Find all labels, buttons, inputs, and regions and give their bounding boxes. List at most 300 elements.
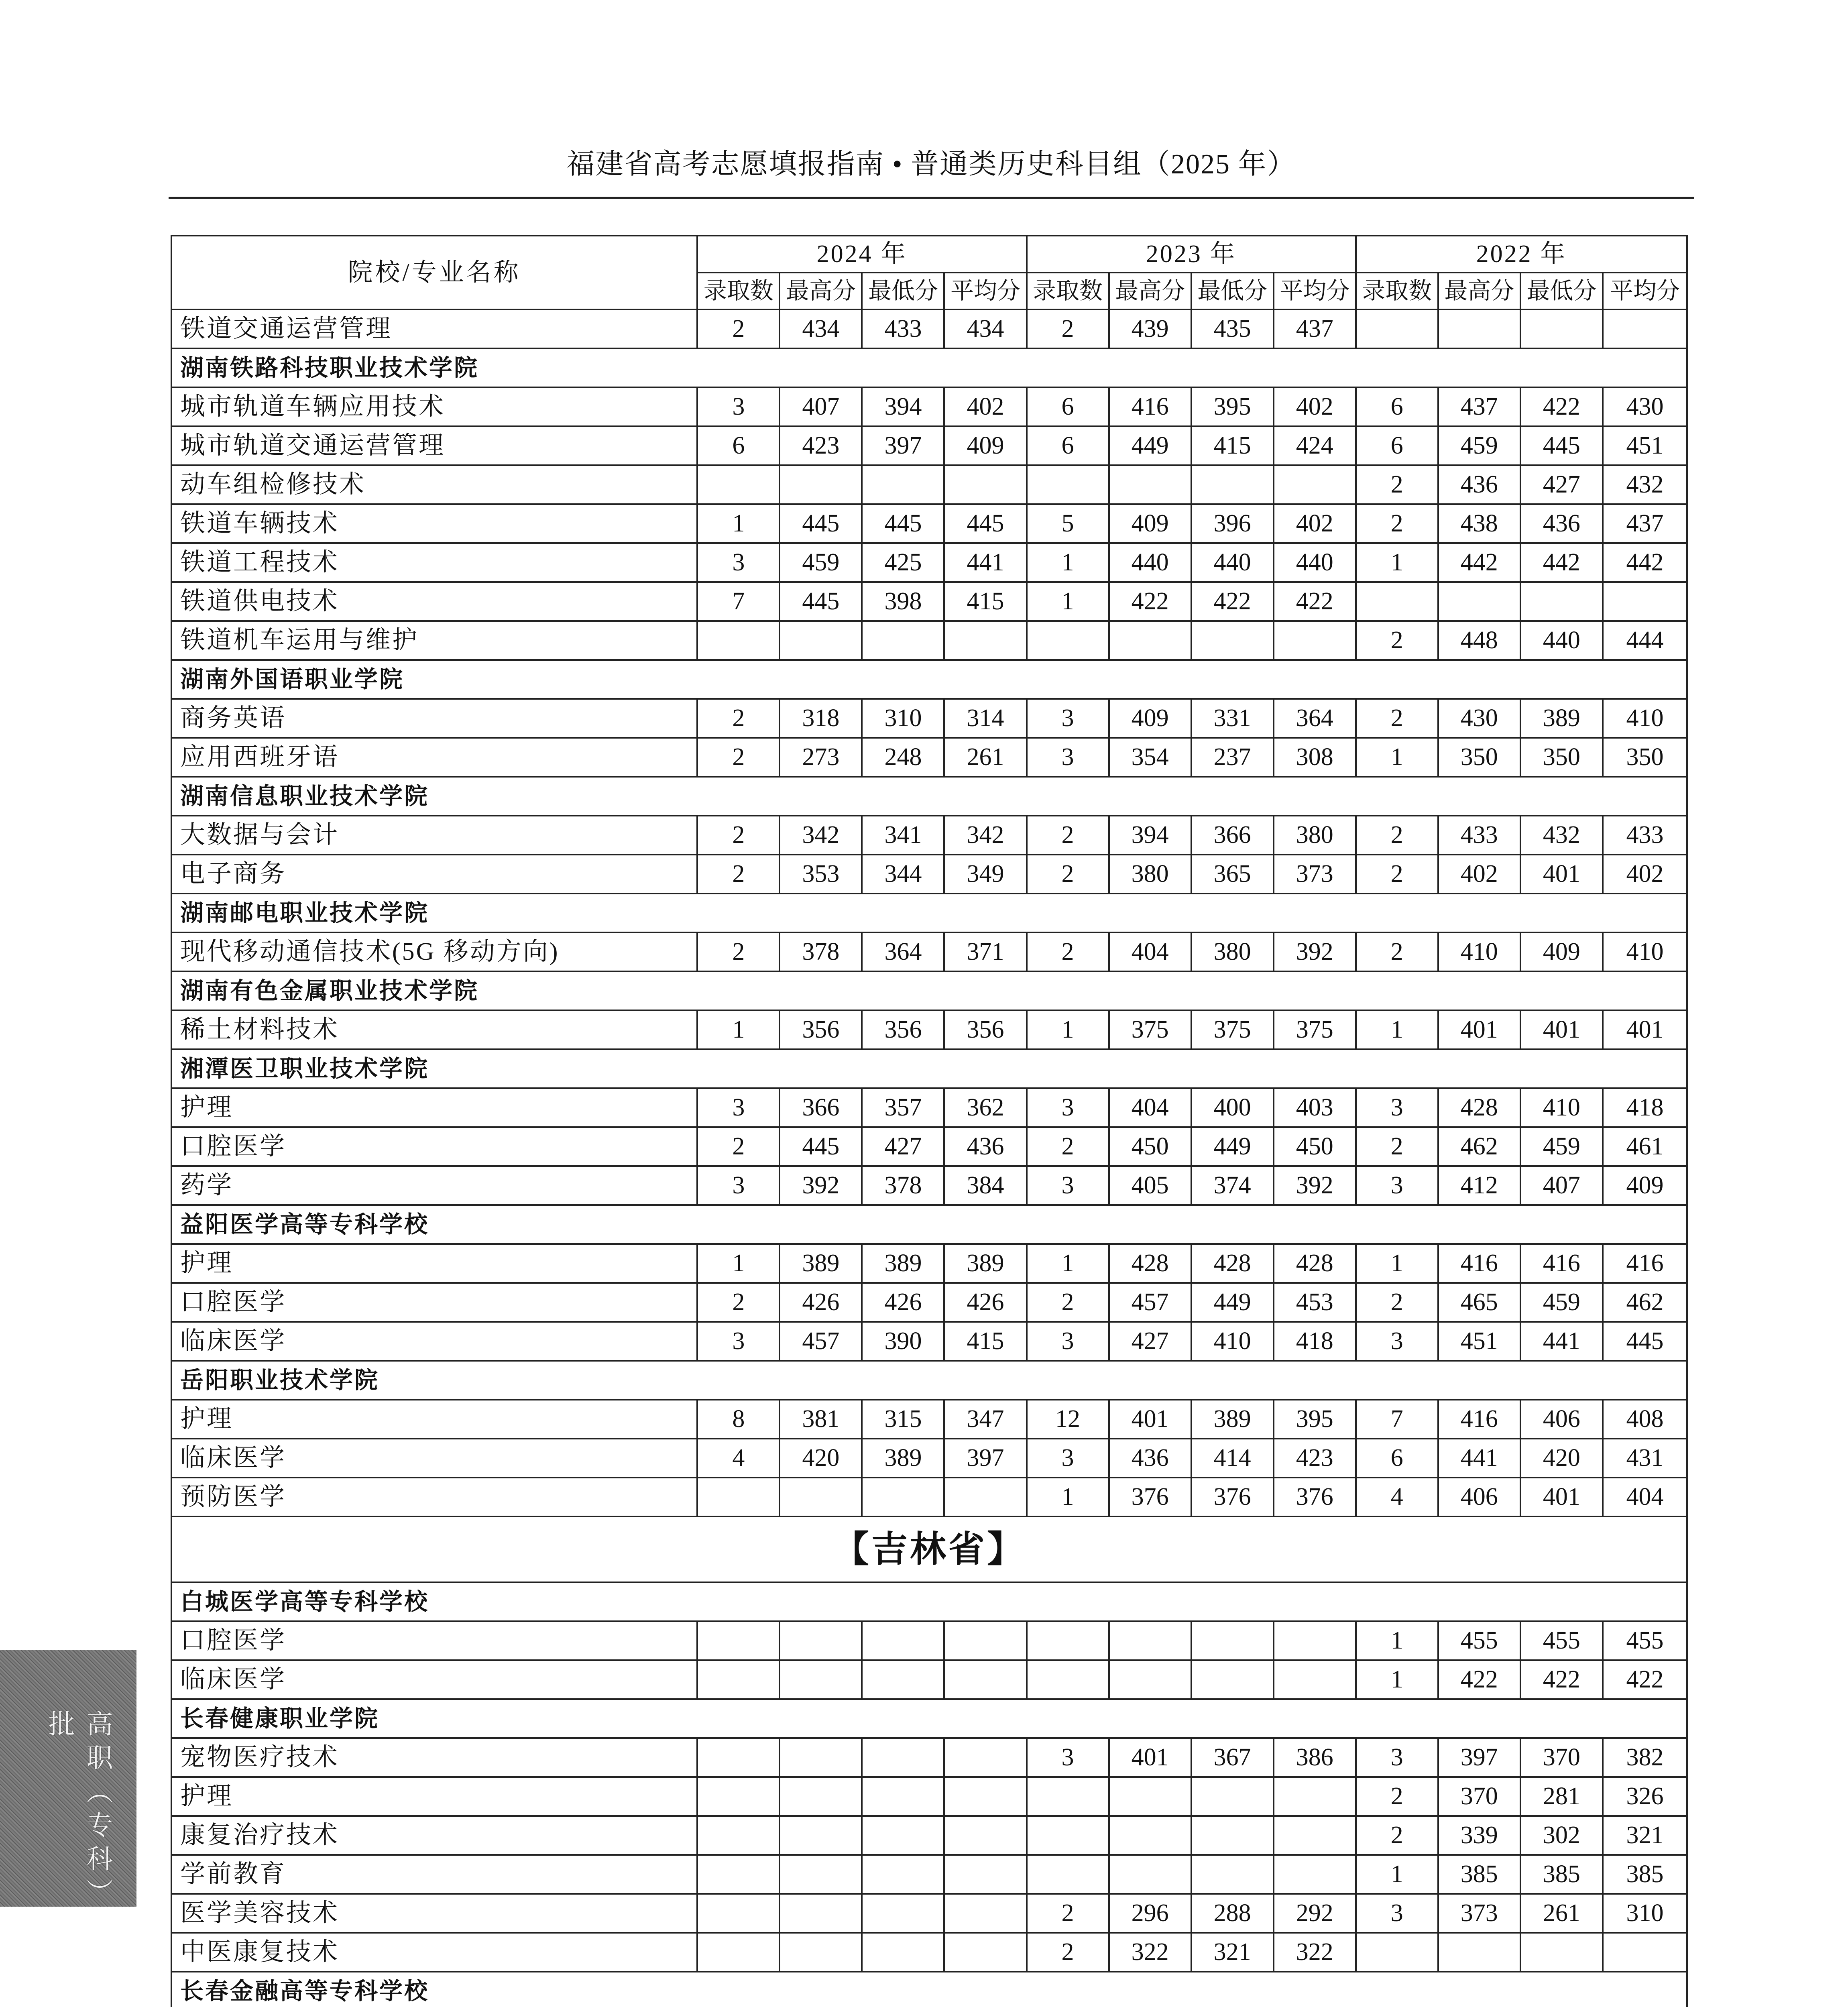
score-cell [1438, 1933, 1520, 1972]
score-cell [862, 621, 944, 660]
school-name: 长春健康职业学院 [171, 1699, 1687, 1738]
score-cell [697, 1478, 779, 1516]
score-cell: 350 [1438, 738, 1520, 777]
score-cell: 415 [1191, 426, 1274, 465]
major-name: 铁道机车运用与维护 [171, 621, 697, 660]
score-cell: 437 [1603, 504, 1687, 543]
score-cell [1027, 1816, 1109, 1855]
score-cell [779, 465, 862, 504]
score-cell: 404 [1603, 1478, 1687, 1516]
score-cell: 376 [1191, 1478, 1274, 1516]
score-cell: 449 [1109, 426, 1191, 465]
score-cell: 409 [1603, 1166, 1687, 1205]
score-cell: 3 [1356, 1894, 1438, 1933]
score-cell: 437 [1274, 309, 1356, 348]
score-cell: 441 [1520, 1322, 1603, 1361]
score-cell: 409 [1109, 699, 1191, 738]
score-cell [779, 1738, 862, 1777]
score-cell: 3 [1027, 1166, 1109, 1205]
score-cell: 409 [1109, 504, 1191, 543]
score-cell: 427 [1520, 465, 1603, 504]
score-cell: 396 [1191, 504, 1274, 543]
school-name: 湖南邮电职业技术学院 [171, 894, 1687, 932]
score-cell: 356 [944, 1010, 1026, 1049]
score-cell [1274, 1855, 1356, 1894]
major-name: 护理 [171, 1244, 697, 1283]
score-cell: 1 [1356, 1621, 1438, 1660]
score-cell: 455 [1603, 1621, 1687, 1660]
table-body [171, 309, 1687, 2007]
score-cell [862, 1777, 944, 1816]
score-cell: 407 [1520, 1166, 1603, 1205]
score-cell: 406 [1520, 1400, 1603, 1439]
score-cell: 354 [1109, 738, 1191, 777]
score-cell: 434 [779, 309, 862, 348]
major-row [171, 543, 1687, 582]
major-name: 现代移动通信技术(5G 移动方向) [171, 932, 697, 971]
year-header-row [171, 236, 1687, 273]
score-cell: 2 [1027, 309, 1109, 348]
score-cell: 1 [1027, 543, 1109, 582]
score-cell: 404 [1109, 932, 1191, 971]
major-row [171, 855, 1687, 894]
score-cell: 389 [1520, 699, 1603, 738]
major-row [171, 1660, 1687, 1699]
score-cell [944, 1855, 1026, 1894]
score-cell: 339 [1438, 1816, 1520, 1855]
score-cell: 459 [1438, 426, 1520, 465]
major-name: 稀土材料技术 [171, 1010, 697, 1049]
score-cell: 398 [862, 582, 944, 621]
school-row [171, 777, 1687, 816]
major-row [171, 621, 1687, 660]
score-cell: 428 [1109, 1244, 1191, 1283]
score-cell: 459 [1520, 1127, 1603, 1166]
major-name: 医学美容技术 [171, 1894, 697, 1933]
score-cell: 2 [1356, 1127, 1438, 1166]
score-cell: 436 [1520, 504, 1603, 543]
score-cell: 409 [1520, 932, 1603, 971]
score-cell [1274, 1816, 1356, 1855]
score-cell [862, 1816, 944, 1855]
score-cell: 397 [944, 1439, 1026, 1478]
score-cell [944, 1621, 1026, 1660]
major-row [171, 1283, 1687, 1322]
score-cell: 459 [779, 543, 862, 582]
score-cell: 380 [1109, 855, 1191, 894]
score-cell: 402 [1603, 855, 1687, 894]
score-cell [779, 1777, 862, 1816]
score-cell [697, 465, 779, 504]
score-cell [1603, 1933, 1687, 1972]
score-cell: 357 [862, 1088, 944, 1127]
major-name: 铁道工程技术 [171, 543, 697, 582]
score-cell: 400 [1191, 1088, 1274, 1127]
score-cell [1274, 1660, 1356, 1699]
score-cell [944, 465, 1026, 504]
score-cell: 2 [697, 738, 779, 777]
score-cell: 6 [1027, 426, 1109, 465]
score-cell: 451 [1603, 426, 1687, 465]
score-cell: 2 [1027, 1933, 1109, 1972]
score-cell: 310 [1603, 1894, 1687, 1933]
score-cell: 409 [944, 426, 1026, 465]
score-cell: 3 [1027, 1439, 1109, 1478]
score-cell [862, 1894, 944, 1933]
score-cell: 342 [944, 816, 1026, 855]
score-cell [697, 1660, 779, 1699]
sub-header-cell: 平均分 [1274, 273, 1356, 309]
score-cell: 326 [1603, 1777, 1687, 1816]
score-cell: 3 [1027, 738, 1109, 777]
school-row [171, 1361, 1687, 1400]
score-cell: 389 [862, 1244, 944, 1283]
page-header: 福建省高考志愿填报指南 • 普通类历史科目组（2025 年） [566, 149, 1296, 180]
score-cell: 402 [1274, 387, 1356, 426]
score-cell: 401 [1520, 1010, 1603, 1049]
major-name: 应用西班牙语 [171, 738, 697, 777]
score-cell: 2 [1027, 1894, 1109, 1933]
score-cell: 445 [1520, 426, 1603, 465]
score-cell [779, 1933, 862, 1972]
score-cell: 389 [1191, 1400, 1274, 1439]
score-cell: 412 [1438, 1166, 1520, 1205]
major-row [171, 309, 1687, 348]
school-row [171, 1582, 1687, 1621]
score-cell: 373 [1274, 855, 1356, 894]
score-cell [862, 1933, 944, 1972]
score-cell: 451 [1438, 1322, 1520, 1361]
major-name: 临床医学 [171, 1322, 697, 1361]
major-row [171, 1855, 1687, 1894]
score-cell: 440 [1274, 543, 1356, 582]
score-cell: 350 [1520, 738, 1603, 777]
score-cell [1191, 1621, 1274, 1660]
score-cell: 2 [1027, 855, 1109, 894]
score-cell: 376 [1274, 1478, 1356, 1516]
score-cell [1356, 309, 1438, 348]
score-cell: 1 [1356, 738, 1438, 777]
major-row [171, 1400, 1687, 1439]
major-row [171, 1010, 1687, 1049]
score-cell: 375 [1191, 1010, 1274, 1049]
score-cell [1109, 1777, 1191, 1816]
major-row [171, 582, 1687, 621]
score-cell: 322 [1274, 1933, 1356, 1972]
score-cell [1520, 582, 1603, 621]
major-name: 动车组检修技术 [171, 465, 697, 504]
major-row [171, 1738, 1687, 1777]
year-header-2024: 2024 年 [697, 236, 1026, 273]
score-cell: 375 [1274, 1010, 1356, 1049]
score-cell: 389 [779, 1244, 862, 1283]
score-cell: 1 [697, 1244, 779, 1283]
score-cell [779, 1660, 862, 1699]
score-cell: 1 [1356, 1244, 1438, 1283]
score-cell: 3 [1356, 1166, 1438, 1205]
score-cell: 402 [944, 387, 1026, 426]
sub-header-cell: 最低分 [1520, 273, 1603, 309]
score-cell: 356 [862, 1010, 944, 1049]
score-cell: 362 [944, 1088, 1026, 1127]
year-header-2023: 2023 年 [1027, 236, 1356, 273]
score-cell [697, 1816, 779, 1855]
score-cell: 410 [1520, 1088, 1603, 1127]
score-cell: 442 [1438, 543, 1520, 582]
major-name: 口腔医学 [171, 1127, 697, 1166]
score-cell: 373 [1438, 1894, 1520, 1933]
score-cell: 308 [1274, 738, 1356, 777]
score-cell: 6 [1027, 387, 1109, 426]
score-cell: 378 [862, 1166, 944, 1205]
score-cell: 442 [1603, 543, 1687, 582]
score-cell: 6 [1356, 387, 1438, 426]
score-cell [1027, 1777, 1109, 1816]
score-cell: 365 [1191, 855, 1274, 894]
score-cell: 394 [1109, 816, 1191, 855]
score-cell: 3 [1027, 1322, 1109, 1361]
score-cell: 410 [1603, 932, 1687, 971]
score-cell [1191, 465, 1274, 504]
score-cell: 448 [1438, 621, 1520, 660]
score-cell: 1 [1356, 543, 1438, 582]
score-cell: 438 [1438, 504, 1520, 543]
major-row [171, 1127, 1687, 1166]
score-cell: 422 [1603, 1660, 1687, 1699]
score-cell [779, 621, 862, 660]
score-cell [1109, 1855, 1191, 1894]
score-cell: 455 [1438, 1621, 1520, 1660]
score-cell: 6 [697, 426, 779, 465]
sub-header-cell: 录取数 [697, 273, 779, 309]
score-cell: 465 [1438, 1283, 1520, 1322]
score-cell: 427 [1109, 1322, 1191, 1361]
score-cell: 437 [1438, 387, 1520, 426]
side-tab [0, 1650, 136, 1907]
score-cell: 5 [1027, 504, 1109, 543]
score-cell: 433 [862, 309, 944, 348]
score-cell: 1 [1027, 1010, 1109, 1049]
score-cell: 382 [1603, 1738, 1687, 1777]
score-cell: 385 [1603, 1855, 1687, 1894]
score-cell: 370 [1438, 1777, 1520, 1816]
score-cell: 394 [862, 387, 944, 426]
score-cell: 353 [779, 855, 862, 894]
score-cell: 416 [1438, 1400, 1520, 1439]
score-cell: 2 [697, 309, 779, 348]
score-cell: 248 [862, 738, 944, 777]
score-cell: 436 [1109, 1439, 1191, 1478]
score-cell: 366 [1191, 816, 1274, 855]
score-cell [779, 1855, 862, 1894]
score-cell: 3 [697, 1166, 779, 1205]
score-cell: 401 [1603, 1010, 1687, 1049]
score-cell [1191, 621, 1274, 660]
major-name: 护理 [171, 1777, 697, 1816]
score-cell: 7 [697, 582, 779, 621]
score-cell [1191, 1777, 1274, 1816]
score-cell: 3 [1356, 1738, 1438, 1777]
score-cell [1027, 621, 1109, 660]
major-row [171, 387, 1687, 426]
score-cell [1603, 582, 1687, 621]
score-cell [1356, 1933, 1438, 1972]
score-cell: 2 [1356, 1816, 1438, 1855]
score-cell [1274, 1777, 1356, 1816]
score-cell: 321 [1191, 1933, 1274, 1972]
score-cell: 318 [779, 699, 862, 738]
score-cell: 401 [1438, 1010, 1520, 1049]
score-cell: 436 [1438, 465, 1520, 504]
score-cell: 445 [779, 1127, 862, 1166]
score-cell: 428 [1191, 1244, 1274, 1283]
score-cell: 441 [1438, 1439, 1520, 1478]
score-cell [1109, 621, 1191, 660]
score-cell: 422 [1520, 387, 1603, 426]
score-cell: 2 [1356, 816, 1438, 855]
score-cell: 422 [1109, 582, 1191, 621]
school-name: 湖南铁路科技职业技术学院 [171, 348, 1687, 387]
school-name: 白城医学高等专科学校 [171, 1582, 1687, 1621]
score-cell: 403 [1274, 1088, 1356, 1127]
score-cell: 416 [1109, 387, 1191, 426]
school-row [171, 1049, 1687, 1088]
score-cell: 2 [697, 1283, 779, 1322]
score-cell: 2 [1356, 1283, 1438, 1322]
score-cell: 416 [1603, 1244, 1687, 1283]
score-cell [1109, 1660, 1191, 1699]
score-cell: 374 [1191, 1166, 1274, 1205]
score-cell: 1 [697, 504, 779, 543]
score-cell: 375 [1109, 1010, 1191, 1049]
score-cell [697, 1621, 779, 1660]
score-cell: 445 [779, 504, 862, 543]
score-cell: 449 [1191, 1283, 1274, 1322]
score-cell: 450 [1274, 1127, 1356, 1166]
score-cell: 423 [779, 426, 862, 465]
school-name: 湖南外国语职业学院 [171, 660, 1687, 699]
score-cell: 2 [1027, 816, 1109, 855]
score-cell: 1 [697, 1010, 779, 1049]
score-cell [944, 1660, 1026, 1699]
score-cell [944, 1894, 1026, 1933]
score-cell: 342 [779, 816, 862, 855]
score-cell: 423 [1274, 1439, 1356, 1478]
score-cell: 371 [944, 932, 1026, 971]
major-name: 商务英语 [171, 699, 697, 738]
score-cell: 426 [862, 1283, 944, 1322]
province-row [171, 1516, 1687, 1582]
school-row [171, 348, 1687, 387]
score-cell: 395 [1274, 1400, 1356, 1439]
score-cell: 430 [1603, 387, 1687, 426]
score-cell: 1 [1356, 1010, 1438, 1049]
major-name: 临床医学 [171, 1660, 697, 1699]
score-cell: 404 [1109, 1088, 1191, 1127]
score-cell: 392 [779, 1166, 862, 1205]
major-name: 城市轨道车辆应用技术 [171, 387, 697, 426]
score-cell: 402 [1438, 855, 1520, 894]
school-name: 湖南信息职业技术学院 [171, 777, 1687, 816]
score-cell: 392 [1274, 1166, 1356, 1205]
sub-header-cell: 最高分 [1438, 273, 1520, 309]
score-cell [779, 1816, 862, 1855]
score-cell: 1 [1356, 1855, 1438, 1894]
major-row [171, 1244, 1687, 1283]
score-cell: 302 [1520, 1816, 1603, 1855]
score-cell: 2 [1027, 1127, 1109, 1166]
school-row [171, 971, 1687, 1010]
score-cell: 445 [944, 504, 1026, 543]
major-name: 口腔医学 [171, 1283, 697, 1322]
score-cell [862, 1738, 944, 1777]
score-cell: 3 [697, 543, 779, 582]
major-name: 预防医学 [171, 1478, 697, 1516]
sub-header-cell: 最低分 [862, 273, 944, 309]
score-cell: 356 [779, 1010, 862, 1049]
score-cell: 3 [1027, 699, 1109, 738]
score-cell: 440 [1520, 621, 1603, 660]
major-name: 临床医学 [171, 1439, 697, 1478]
score-cell: 6 [1356, 426, 1438, 465]
score-cell: 322 [1109, 1933, 1191, 1972]
score-cell: 439 [1109, 309, 1191, 348]
school-row [171, 1972, 1687, 2007]
major-name: 宠物医疗技术 [171, 1738, 697, 1777]
major-row [171, 699, 1687, 738]
score-cell: 12 [1027, 1400, 1109, 1439]
score-cell [1356, 582, 1438, 621]
major-name: 铁道供电技术 [171, 582, 697, 621]
score-cell: 422 [1438, 1660, 1520, 1699]
major-row [171, 1166, 1687, 1205]
score-cell: 292 [1274, 1894, 1356, 1933]
score-cell: 461 [1603, 1127, 1687, 1166]
score-cell [1027, 1855, 1109, 1894]
major-name: 药学 [171, 1166, 697, 1205]
score-cell: 431 [1603, 1439, 1687, 1478]
school-row [171, 1205, 1687, 1244]
score-cell: 349 [944, 855, 1026, 894]
score-cell: 2 [1356, 932, 1438, 971]
score-cell: 288 [1191, 1894, 1274, 1933]
score-cell: 386 [1274, 1738, 1356, 1777]
score-cell: 314 [944, 699, 1026, 738]
score-cell: 2 [1027, 932, 1109, 971]
score-cell [779, 1894, 862, 1933]
score-cell: 2 [1356, 504, 1438, 543]
score-cell: 410 [1603, 699, 1687, 738]
score-cell [1109, 1816, 1191, 1855]
major-row [171, 1322, 1687, 1361]
score-cell: 418 [1603, 1088, 1687, 1127]
score-cell: 414 [1191, 1439, 1274, 1478]
score-cell [1027, 465, 1109, 504]
score-cell: 445 [779, 582, 862, 621]
major-name: 铁道交通运营管理 [171, 309, 697, 348]
major-row [171, 816, 1687, 855]
score-cell: 410 [1438, 932, 1520, 971]
score-cell: 389 [944, 1244, 1026, 1283]
major-row [171, 1894, 1687, 1933]
score-cell: 310 [862, 699, 944, 738]
score-cell: 1 [1027, 582, 1109, 621]
score-cell: 445 [1603, 1322, 1687, 1361]
score-cell: 4 [1356, 1478, 1438, 1516]
score-cell: 426 [779, 1283, 862, 1322]
school-name: 长春金融高等专科学校 [171, 1972, 1687, 2007]
score-cell [1520, 309, 1603, 348]
